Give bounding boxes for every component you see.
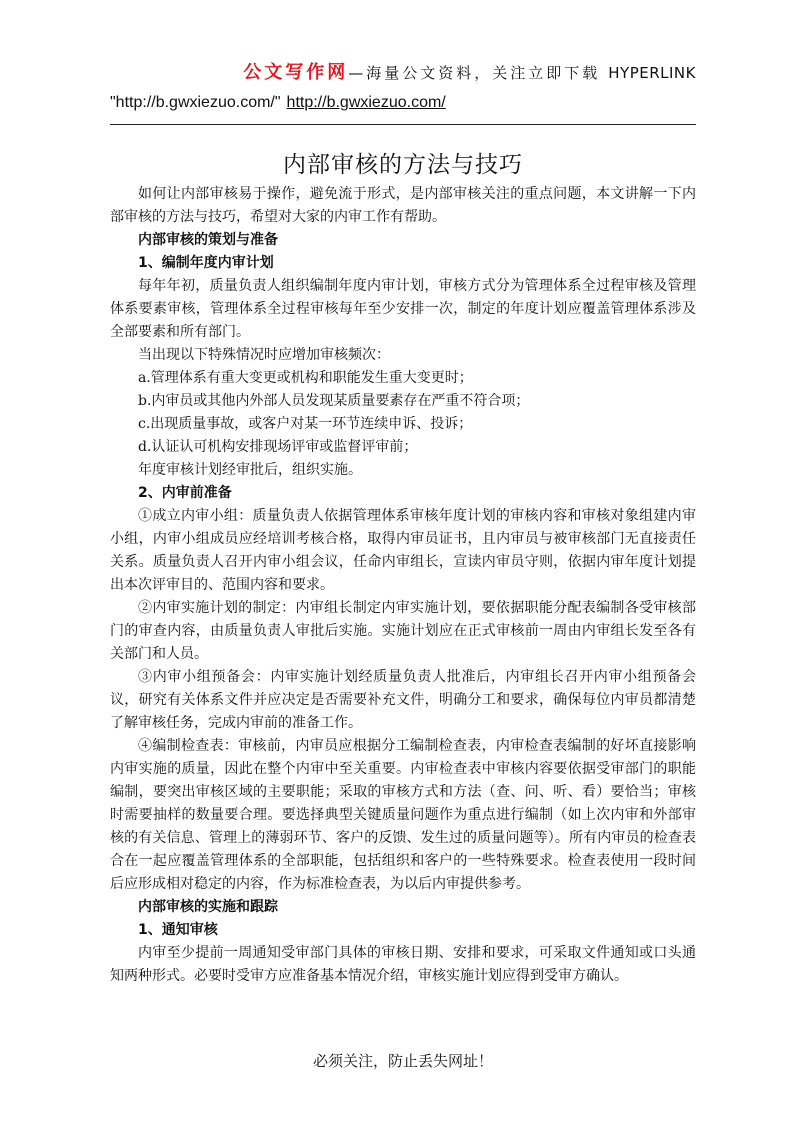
header-link-line [110, 94, 696, 112]
paragraph: 每年年初，质量负责人组织编制年度内审计划，审核方式分为管理体系全过程审核及管理体系要素审核，管理体系全过程审核每年至少安排一次，制定的年度计划应覆盖管理体系涉及全部要素和所有部门。 [110, 278, 696, 340]
header-tagline: —海量公文资料，关注立即下载 [348, 64, 601, 82]
intro-paragraph: 如何让内部审核易于操作，避免流于形式，是内部审核关注的重点问题，本文讲解一下内部审核的方法与技巧，希望对大家的内审工作有帮助。 [110, 186, 696, 225]
subsection-heading: 2、内审前准备 [138, 485, 232, 501]
website-link[interactable]: http://b.gwxiezuo.com/ [286, 94, 446, 111]
document-title: 内部审核的方法与技巧 [283, 152, 523, 178]
paragraph: ①成立内审小组：质量负责人依据管理体系审核年度计划的审核内容和审核对象组建内审小组，内审小组成员应经培训考核合格，取得内审员证书，且内审员与被审核部门无直接责任关系。质量负责人召开内审小组会议，任命内审组长，宣读内审员守则，依据内审年度计划提出本次评审目的、范围内容和要求。 [110, 508, 696, 593]
list-item: d.认证认可机构安排现场评审或监督评审前； [138, 439, 418, 455]
paragraph: ④编制检查表：审核前，内审员应根据分工编制检查表，内审检查表编制的好坏直接影响内审实施的质量，因此在整个内审中至关重要。内审检查表中审核内容要依据受审部门的职能编制，要突出审核区域的主要职能；采取的审核方式和方法（查、问、听、看）要恰当；审核时需要抽样的数量要合理。要选择典型关键质量问题作为重点进行编制（如上次内审和外部审核的有关信息、管理上的薄弱环节、客户的反馈、发生过的质量问题等）。所有内审员的检查表合在一起应覆盖管理体系的全部职能，包括组织和客户的一些特殊要求。检查表使用一段时间后应形成相对稳定的内容，作为标准检查表，为以后内审提供参考。 [110, 738, 696, 892]
subsection-heading: 1、编制年度内审计划 [138, 255, 274, 271]
section-heading: 内部审核的策划与准备 [138, 232, 278, 248]
paragraph: 当出现以下特殊情况时应增加审核频次： [138, 347, 390, 363]
header-line [110, 58, 696, 84]
paragraph: ②内审实施计划的制定：内审组长制定内审实施计划，要依据职能分配表编制各受审核部门的审查内容，由质量负责人审批后实施。实施计划应在正式审核前一周由内审组长发至各有关部门和人员。 [110, 600, 696, 662]
list-item: b.内审员或其他内外部人员发现某质量要素存在严重不符合项； [138, 393, 530, 409]
list-item: c.出现质量事故，或客户对某一环节连续申诉、投诉； [138, 416, 473, 432]
hyperlink-label: HYPERLINK [608, 64, 696, 82]
subsection-heading: 1、通知审核 [138, 922, 218, 938]
paragraph: ③内审小组预备会：内审实施计划经质量负责人批准后，内审组长召开内审小组预备会议，研究有关体系文件并应决定是否需要补充文件，明确分工和要求，确保每位内审员都清楚了解审核任务，完成内审前的准备工作。 [110, 669, 696, 731]
page-header [110, 58, 696, 112]
section-heading: 内部审核的实施和跟踪 [138, 899, 278, 915]
paragraph: 内审至少提前一周通知受审部门具体的审核日期、安排和要求，可采取文件通知或口头通知两种形式。必要时受审方应准备基本情况介绍，审核实施计划应得到受审方确认。 [110, 945, 696, 984]
header-divider [110, 124, 696, 125]
paragraph: 年度审核计划经审批后，组织实施。 [138, 462, 362, 478]
list-item: a.管理体系有重大变更或机构和职能发生重大变更时； [138, 370, 473, 386]
link-quoted-text: "http://b.gwxiezuo.com/" [110, 94, 281, 111]
document-body [110, 140, 696, 988]
page-footer: 必须关注，防止丢失网址！ [312, 1052, 493, 1070]
brand-logo-text[interactable]: 公文写作网 [243, 62, 349, 83]
